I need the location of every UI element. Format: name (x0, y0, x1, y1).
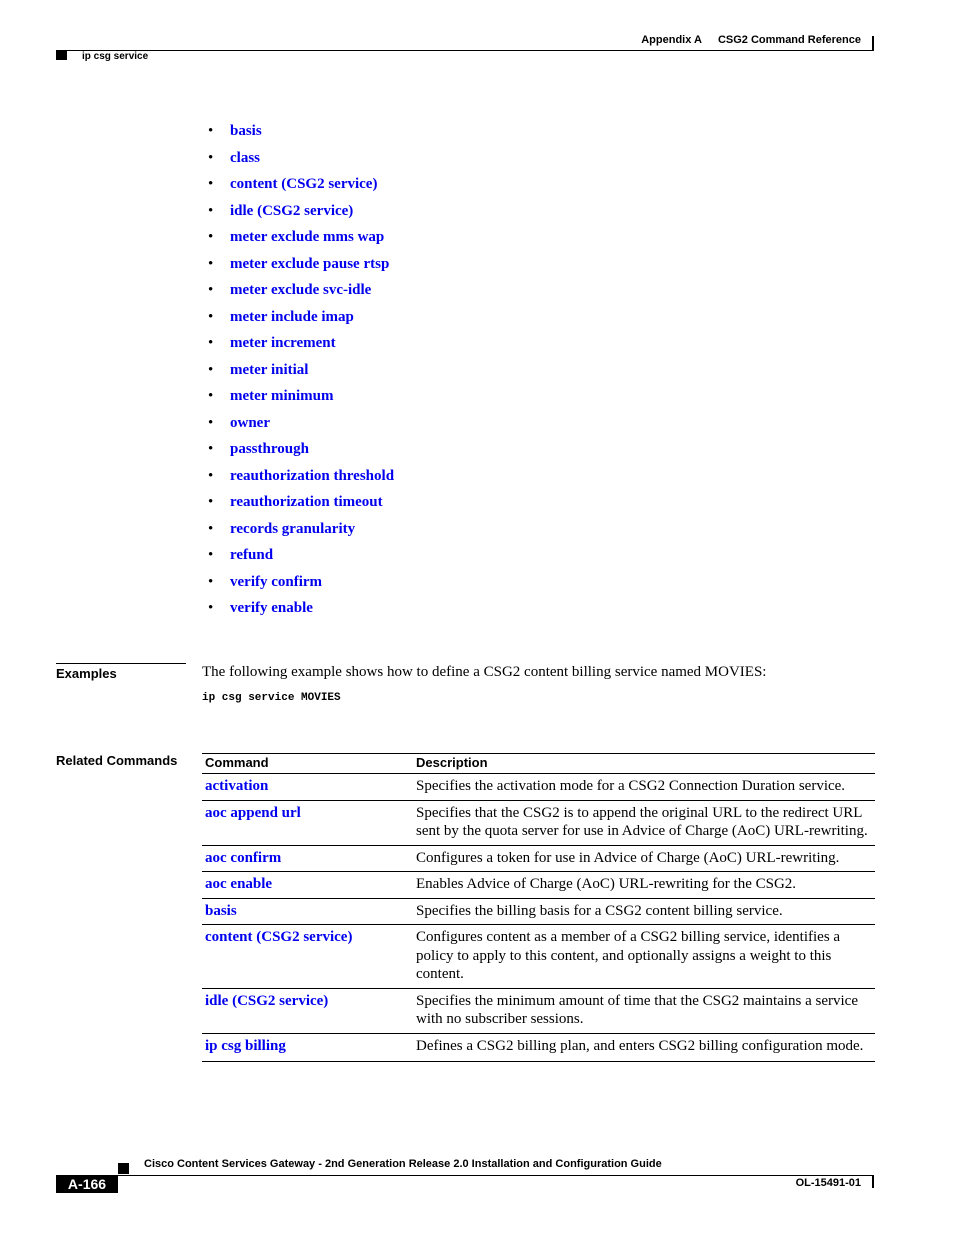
list-item: • meter minimum (208, 388, 334, 404)
list-item: • basis (208, 123, 262, 139)
examples-code: ip csg service MOVIES (202, 692, 341, 704)
command-link[interactable]: content (CSG2 service) (205, 929, 353, 945)
list-item: • reauthorization timeout (208, 494, 383, 510)
link-records-granularity[interactable]: records granularity (230, 520, 356, 537)
command-link[interactable]: aoc confirm (205, 849, 282, 866)
command-link[interactable]: basis (205, 902, 237, 919)
footer-rule (118, 1175, 874, 1176)
header-bar (872, 36, 874, 51)
list-item: • idle (CSG2 service) (208, 202, 354, 219)
header-rule (56, 50, 874, 51)
list-item: • meter exclude svc-idle (208, 282, 372, 298)
list-item: • meter initial (208, 361, 309, 378)
link-meter-exclude-mms-wap[interactable]: meter exclude mms wap (230, 229, 385, 245)
list-item: • records granularity (208, 520, 356, 537)
command-description: Configures a token for use in Advice of Charge (AoC) URL-rewriting. (413, 845, 875, 872)
link-verify-confirm[interactable]: verify confirm (230, 573, 323, 590)
list-item: • content (CSG2 service) (208, 176, 378, 192)
examples-heading: Examples (56, 663, 186, 681)
link-meter-increment[interactable]: meter increment (230, 335, 336, 351)
link-passthrough[interactable]: passthrough (230, 441, 309, 457)
running-header (641, 34, 861, 46)
link-idle[interactable]: idle (CSG2 service) (230, 202, 354, 219)
page-number: A-166 (56, 1175, 118, 1193)
footer-marker (118, 1163, 129, 1174)
list-item: • owner (208, 414, 270, 431)
appendix-label: Appendix A (641, 34, 702, 46)
header-marker (56, 50, 67, 60)
list-item: • meter include imap (208, 308, 354, 325)
link-meter-exclude-pause-rtsp[interactable]: meter exclude pause rtsp (230, 255, 390, 272)
table-header-row (202, 754, 875, 774)
link-reauthorization-threshold[interactable]: reauthorization threshold (230, 467, 395, 484)
list-item: • verify confirm (208, 573, 323, 590)
list-item: • class (208, 149, 260, 166)
link-meter-initial[interactable]: meter initial (230, 361, 309, 378)
table-row (202, 898, 875, 925)
link-refund[interactable]: refund (230, 547, 274, 563)
link-class[interactable]: class (230, 149, 260, 166)
command-description: Specifies that the CSG2 is to append the original URL to the redirect URL sent by the quota server for use in Advice of Charge (AoC) URL-rewriting. (413, 800, 875, 845)
command-link[interactable]: ip csg billing (205, 1037, 286, 1054)
table-row (202, 774, 875, 801)
link-owner[interactable]: owner (230, 414, 270, 431)
footer-book-title: Cisco Content Services Gateway - 2nd Generation Release 2.0 Installation and Configuration Guide (144, 1158, 662, 1170)
link-meter-include-imap[interactable]: meter include imap (230, 308, 354, 325)
list-item: • reauthorization threshold (208, 467, 395, 484)
list-item: • meter exclude mms wap (208, 229, 385, 245)
table-row (202, 872, 875, 899)
related-topics-list (208, 121, 394, 625)
list-item: • meter exclude pause rtsp (208, 255, 390, 272)
command-link[interactable]: aoc append url (205, 804, 301, 821)
header-topic: ip csg service (82, 51, 149, 62)
examples-text: The following example shows how to define a CSG2 content billing service named MOVIES: (202, 664, 767, 680)
footer-bar (872, 1175, 874, 1188)
link-basis[interactable]: basis (230, 123, 262, 139)
link-reauthorization-timeout[interactable]: reauthorization timeout (230, 494, 383, 510)
list-item: • meter increment (208, 335, 336, 351)
command-link[interactable]: aoc enable (205, 876, 273, 892)
column-header-command: Command (202, 754, 413, 774)
list-item: • verify enable (208, 600, 313, 616)
link-verify-enable[interactable]: verify enable (230, 600, 313, 616)
command-description: Defines a CSG2 billing plan, and enters CSG2 billing configuration mode. (413, 1033, 875, 1062)
table-row (202, 1033, 875, 1062)
related-commands-table (202, 753, 875, 1062)
table-row (202, 800, 875, 845)
link-meter-minimum[interactable]: meter minimum (230, 388, 334, 404)
document-id: OL-15491-01 (795, 1177, 861, 1189)
table-row (202, 845, 875, 872)
table-row (202, 925, 875, 989)
command-description: Configures content as a member of a CSG2 billing service, identifies a policy to apply to this content, and optionally assigns a weight to this content. (413, 925, 875, 989)
command-description: Specifies the billing basis for a CSG2 content billing service. (413, 898, 875, 925)
link-meter-exclude-svc-idle[interactable]: meter exclude svc-idle (230, 282, 372, 298)
list-item: • refund (208, 547, 274, 563)
related-commands-heading: Related Commands (56, 753, 178, 768)
command-description: Specifies the minimum amount of time that the CSG2 maintains a service with no subscriber sessions. (413, 988, 875, 1033)
command-link[interactable]: activation (205, 778, 269, 794)
chapter-title: CSG2 Command Reference (717, 34, 861, 46)
column-header-description: Description (413, 754, 875, 774)
command-description: Enables Advice of Charge (AoC) URL-rewriting for the CSG2. (413, 872, 875, 899)
command-description: Specifies the activation mode for a CSG2 Connection Duration service. (413, 774, 875, 801)
link-content[interactable]: content (CSG2 service) (230, 176, 378, 192)
command-link[interactable]: idle (CSG2 service) (205, 992, 329, 1009)
table-row (202, 988, 875, 1033)
list-item: • passthrough (208, 441, 309, 457)
